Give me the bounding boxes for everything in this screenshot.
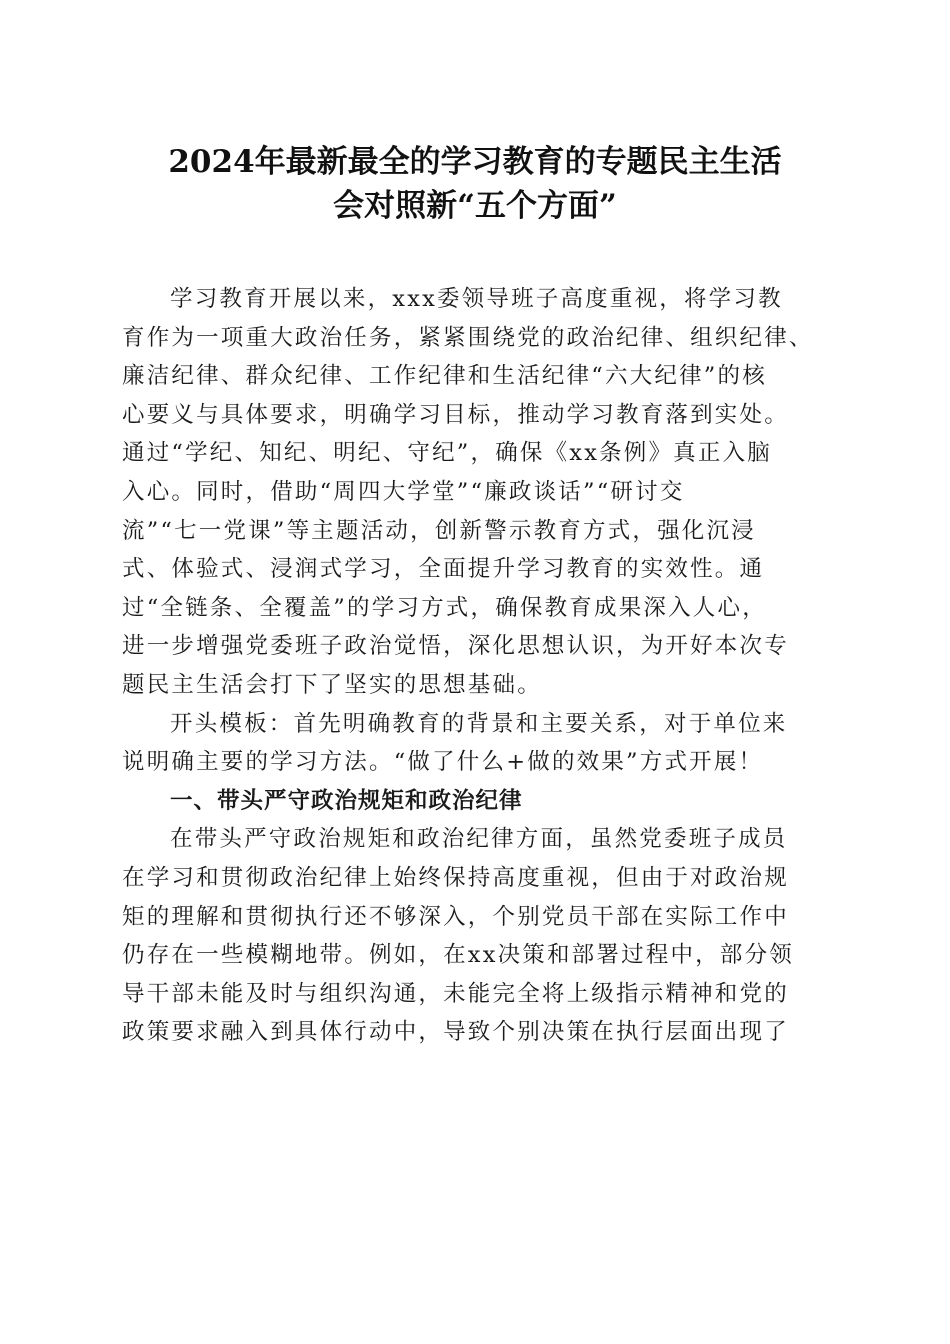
paragraph-line: 仍存在一些模糊地带。例如，在xx决策和部署过程中，部分领 bbox=[122, 942, 794, 969]
paragraph-line: 育作为一项重大政治任务，紧紧围绕党的政治纪律、组织纪律、 bbox=[122, 324, 814, 351]
paragraph-line: 导干部未能及时与组织沟通，未能完全将上级指示精神和党的 bbox=[122, 980, 789, 1007]
paragraph-line: 开头模板：首先明确教育的背景和主要关系，对于单位来 bbox=[170, 710, 788, 737]
paragraph-line: 式、体验式、浸润式学习，全面提升学习教育的实效性。通 bbox=[122, 556, 765, 583]
paragraph-line: 进一步增强党委班子政治觉悟，深化思想认识，为开好本次专 bbox=[122, 633, 789, 660]
paragraph-intro bbox=[122, 280, 834, 705]
paragraph-line: 通过“学纪、知纪、明纪、守纪”，确保《xx条例》真正入脑 bbox=[122, 440, 772, 467]
paragraph-line: 政策要求融入到具体行动中，导致个别决策在执行层面出现了 bbox=[122, 1019, 789, 1046]
paragraph-section-1 bbox=[122, 820, 834, 1052]
section-heading: 一、带头严守政治规矩和政治纪律 bbox=[170, 787, 523, 814]
paragraph-line: 廉洁纪律、群众纪律、工作纪律和生活纪律“六大纪律”的核 bbox=[122, 363, 767, 390]
paragraph-line: 矩的理解和贯彻执行还不够深入，个别党员干部在实际工作中 bbox=[122, 903, 789, 930]
paragraph-line: 在带头严守政治规矩和政治纪律方面，虽然党委班子成员 bbox=[170, 826, 788, 853]
paragraph-line: 心要义与具体要求，明确学习目标，推动学习教育落到实处。 bbox=[122, 401, 789, 428]
paragraph-line: 在学习和贯彻政治纪律上始终保持高度重视，但由于对政治规 bbox=[122, 864, 789, 891]
paragraph-line: 入心。同时，借助“周四大学堂”“廉政谈话”“研讨交 bbox=[122, 478, 685, 505]
title-line-1: 2024年最新最全的学习教育的专题民主生活 bbox=[168, 144, 782, 180]
paragraph-template-note bbox=[122, 705, 834, 782]
paragraph-line: 学习教育开展以来，xxx委领导班子高度重视，将学习教 bbox=[170, 286, 783, 312]
paragraph-line: 流”“七一党课”等主题活动，创新警示教育方式，强化沉浸 bbox=[122, 517, 756, 544]
document-body bbox=[122, 280, 834, 1052]
paragraph-line: 说明确主要的学习方法。“做了什么+做的效果”方式开展！ bbox=[122, 749, 764, 776]
title-line-2: 会对照新“五个方面” bbox=[333, 188, 617, 224]
paragraph-line: 题民主生活会打下了坚实的思想基础。 bbox=[122, 671, 542, 698]
document-title bbox=[100, 140, 850, 228]
paragraph-line: 过“全链条、全覆盖”的学习方式，确保教育成果深入人心， bbox=[122, 594, 767, 621]
